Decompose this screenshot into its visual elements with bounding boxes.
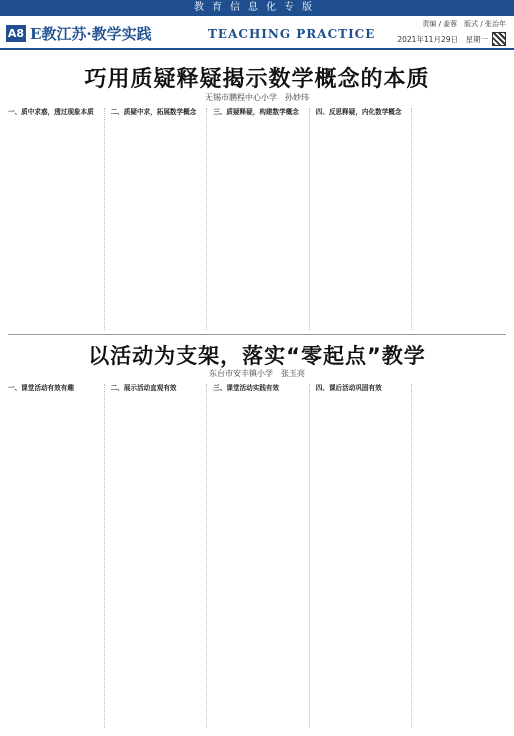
section-heading: 四、课后活动巩固有效	[315, 384, 382, 392]
column-english-title: TEACHING PRACTICE	[208, 27, 376, 41]
article-2-title: 以活动为支架，落实“零起点”教学	[88, 344, 426, 368]
column-title: E教江苏·教学实践	[30, 25, 152, 43]
section-heading: 二、展示活动直观有效	[110, 384, 177, 392]
article1-column	[8, 108, 96, 330]
article1-column	[309, 108, 404, 330]
article2-column	[411, 384, 506, 728]
article2-column	[8, 384, 96, 728]
page-number: A8	[7, 27, 25, 40]
article-divider	[8, 334, 506, 335]
section-heading: 二、质疑中求，拓展数学概念	[110, 108, 197, 116]
section-heading: 一、质中求惑，透过现象本质	[8, 108, 94, 116]
section-heading: 三、质疑释疑，构建数学概念	[213, 108, 299, 116]
section-banner: 教育信息化专版	[0, 0, 514, 16]
editors-credit: 责编 / 姜蓉 版式 / 张治年	[422, 20, 506, 28]
masthead	[0, 16, 514, 50]
issue-date	[397, 32, 506, 46]
qr-code-icon	[492, 32, 506, 46]
article-1-title: 巧用质疑释疑揭示数学概念的本质	[84, 67, 430, 92]
article-2-byline: 东台市安丰镇小学 张玉亮	[209, 369, 305, 378]
article2-column	[206, 384, 301, 728]
article1-column	[411, 108, 506, 330]
date-text: 2021年11月29日 星期一	[397, 34, 488, 44]
section-heading: 四、反思释疑，内化数学概念	[315, 108, 402, 116]
article1-column	[104, 108, 199, 330]
article-1-byline: 无锡市鹏程中心小学 孙妙玮	[205, 93, 309, 102]
section-heading: 一、课堂活动有效有趣	[8, 384, 74, 392]
section-heading: 三、课堂活动实践有效	[213, 384, 280, 392]
article2-column	[104, 384, 199, 728]
article-2-body	[8, 384, 506, 728]
article2-column	[309, 384, 404, 728]
article-1-body	[8, 108, 506, 330]
article1-column	[206, 108, 301, 330]
